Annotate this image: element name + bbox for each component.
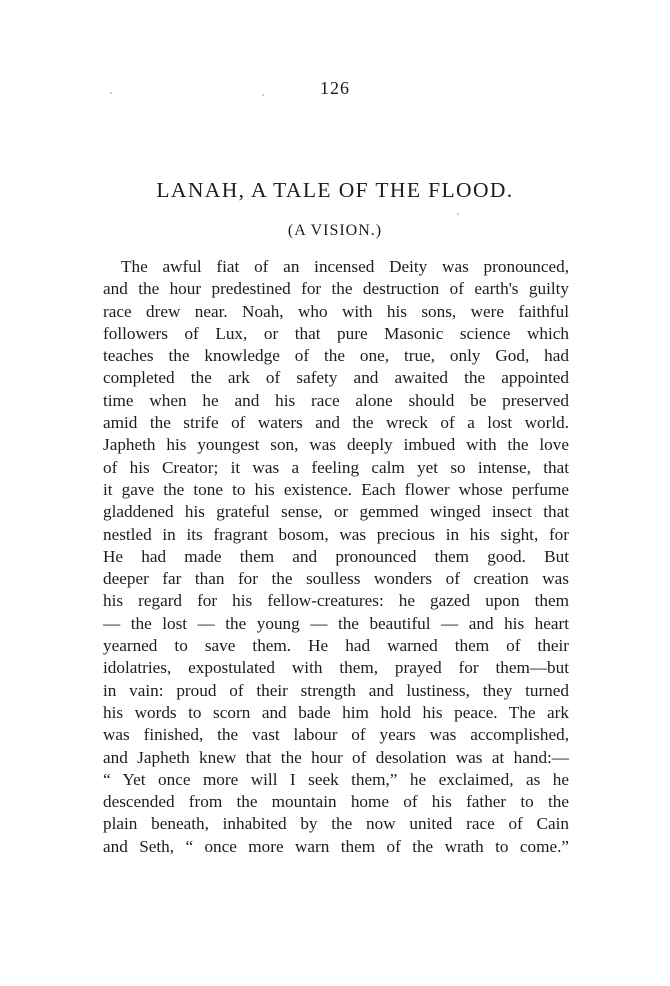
paper-speck — [457, 213, 459, 215]
text-line: Japheth his youngest son, was deeply imbued with the love — [103, 435, 569, 455]
text-line: gladdened his grateful sense, or gemmed winged insect that — [103, 502, 569, 522]
text-line: The awful fiat of an incensed Deity was pronounced, — [121, 257, 569, 276]
text-line: amid the strife of waters and the wreck of a lost world. — [103, 413, 569, 433]
text-line: nestled in its fragrant bosom, was precious in his sight, for — [103, 524, 569, 544]
text-line: deeper far than for the soulless wonders of creation was — [103, 569, 569, 589]
text-line: teaches the knowledge of the one, true, only God, had — [103, 346, 569, 366]
text-line: race drew near. Noah, who with his sons, were faithful — [103, 301, 569, 321]
text-line: time when he and his race alone should be preserved — [103, 390, 569, 410]
text-line: descended from the mountain home of his father to the — [103, 792, 569, 812]
text-line: was finished, the vast labour of years was accomplished, — [103, 725, 569, 745]
text-line: — the lost — the young — the beautiful — and his heart — [103, 613, 569, 633]
text-line: followers of Lux, or that pure Masonic science which — [103, 323, 569, 343]
text-line: yearned to save them. He had warned them of their — [103, 636, 569, 656]
body-paragraph — [103, 256, 569, 858]
chapter-title: LANAH, A TALE OF THE FLOOD. — [156, 178, 514, 202]
text-line: his regard for his fellow-creatures: he gazed upon them — [103, 591, 569, 611]
text-line: plain beneath, inhabited by the now united race of Cain — [103, 814, 569, 834]
text-line: in vain: proud of their strength and lustiness, they turned — [103, 680, 569, 700]
text-line: and the hour predestined for the destruction of earth's guilty — [103, 279, 569, 299]
text-line: “ Yet once more will I seek them,” he exclaimed, as he — [103, 769, 569, 789]
text-line: He had made them and pronounced them good. But — [103, 546, 569, 566]
text-line: his words to scorn and bade him hold his peace. The ark — [103, 702, 569, 722]
text-line: it gave the tone to his existence. Each flower whose perfume — [103, 479, 569, 499]
text-line: of his Creator; it was a feeling calm yet so intense, that — [103, 457, 569, 477]
text-line: and Japheth knew that the hour of desolation was at hand:— — [103, 747, 569, 767]
chapter-subtitle: (A VISION.) — [287, 222, 383, 239]
page-number: 126 — [320, 78, 350, 98]
text-line: and Seth, “ once more warn them of the wrath to come.” — [103, 836, 569, 856]
text-line: completed the ark of safety and awaited the appointed — [103, 368, 569, 388]
text-line: idolatries, expostulated with them, prayed for them—but — [103, 658, 569, 678]
